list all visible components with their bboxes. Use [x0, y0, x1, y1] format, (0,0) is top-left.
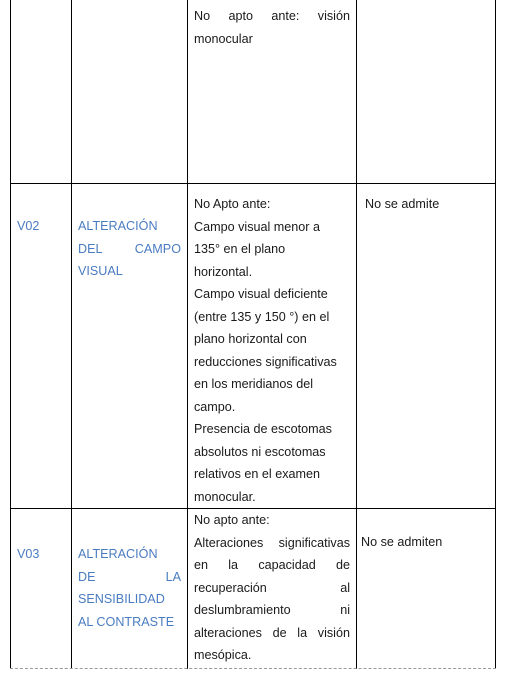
- title-line: VISUAL: [78, 264, 123, 278]
- row3-title: [78, 543, 181, 633]
- condition-line: No apto ante: visión: [194, 9, 350, 23]
- title-line: DEL CAMPO: [78, 241, 181, 256]
- row1-condition: [194, 5, 350, 50]
- condition-line: plano horizontal con: [194, 332, 307, 346]
- condition-line: en los meridianos del: [194, 377, 314, 391]
- condition-line: monocular: [194, 31, 253, 46]
- row2-condition: [194, 193, 352, 508]
- admission-text: No se admite: [365, 197, 440, 211]
- condition-line: mesópica.: [194, 648, 252, 662]
- row-divider-1: [10, 183, 496, 184]
- condition-line: recuperación al: [194, 580, 350, 595]
- condition-line: horizontal.: [194, 264, 253, 279]
- condition-line: campo.: [194, 399, 236, 414]
- title-line: ALTERACIÓN: [78, 219, 158, 233]
- condition-line: absolutos ni escotomas: [194, 444, 326, 459]
- condition-line: Campo visual menor a: [194, 219, 320, 234]
- row2-admission: [365, 193, 439, 216]
- condition-line: reducciones significativas: [194, 354, 337, 369]
- table-border-right: [495, 0, 496, 669]
- row-code: V03: [17, 547, 40, 561]
- condition-line: No Apto ante:: [194, 197, 271, 211]
- condition-line: relativos en el examen: [194, 467, 321, 481]
- condition-line: monocular.: [194, 489, 256, 504]
- title-line: AL CONTRASTE: [78, 614, 175, 629]
- row2-title: [78, 215, 181, 283]
- condition-line: en la capacidad de: [194, 558, 350, 572]
- row3-admission: [361, 531, 442, 554]
- condition-line: (entre 135 y 150 °) en el: [194, 309, 330, 324]
- table-divider-title: [187, 0, 188, 669]
- row-code: V02: [17, 219, 40, 233]
- title-line: SENSIBILIDAD: [78, 592, 165, 606]
- title-line: ALTERACIÓN: [78, 547, 158, 561]
- title-line: DE LA: [78, 569, 181, 584]
- condition-line: alteraciones de la visión: [194, 625, 350, 640]
- table-divider-code: [71, 0, 72, 669]
- row3-condition: [194, 509, 350, 667]
- condition-line: Campo visual deficiente: [194, 287, 328, 301]
- row3-code: [17, 543, 39, 566]
- condition-line: deslumbramiento ni: [194, 603, 350, 617]
- condition-line: Alteraciones significativas: [194, 535, 350, 550]
- condition-line: No apto ante:: [194, 513, 270, 527]
- condition-line: Presencia de escotomas: [194, 422, 332, 436]
- table-divider-condition: [356, 0, 357, 669]
- condition-line: 135° en el plano: [194, 242, 286, 256]
- row-divider-3: [10, 668, 496, 669]
- row2-code: [17, 215, 39, 238]
- admission-text: No se admiten: [361, 535, 443, 549]
- table-border-left: [10, 0, 11, 669]
